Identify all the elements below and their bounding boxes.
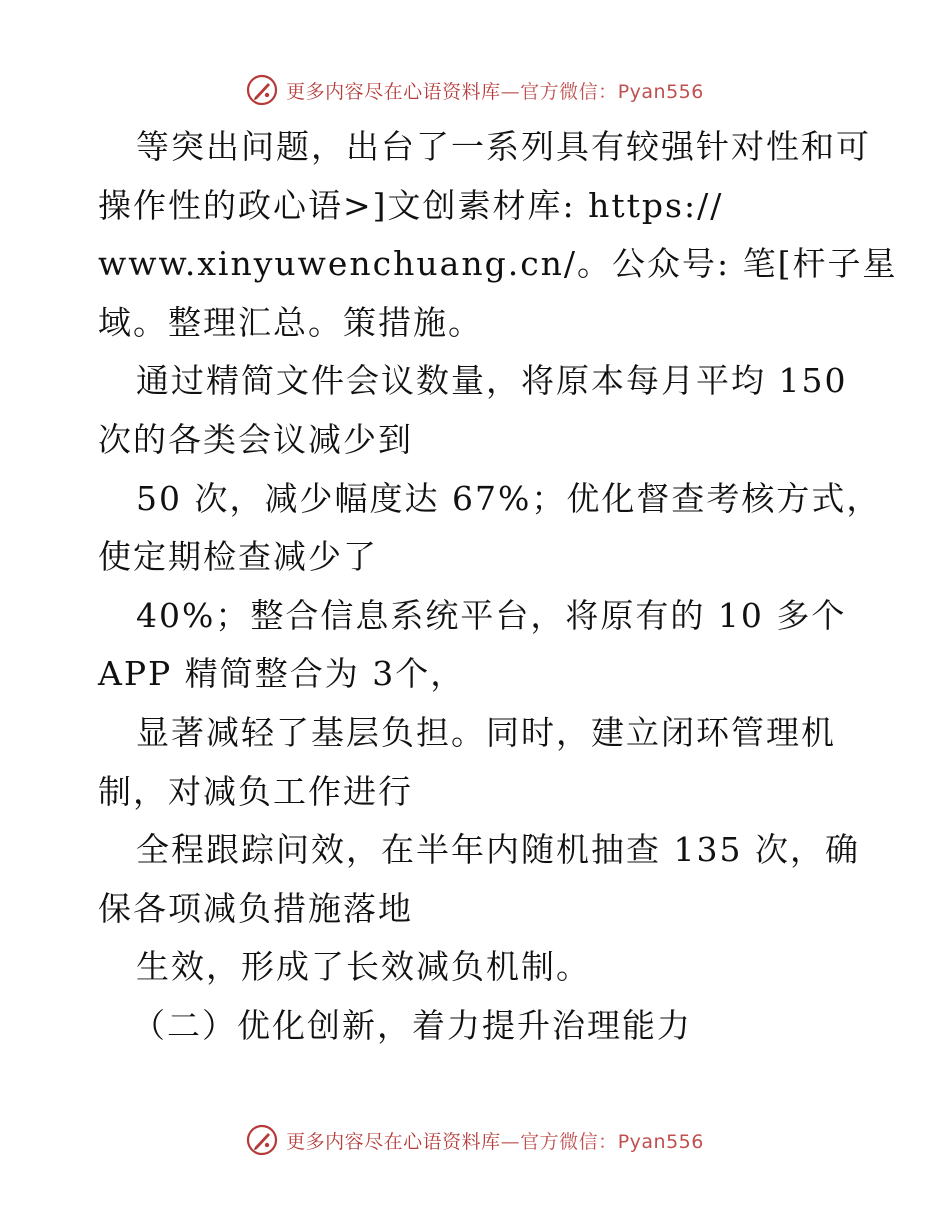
header-banner [0, 70, 950, 110]
banner-main-text: 更多内容尽在心语资料库 [286, 80, 501, 103]
banner-separator: — [500, 1130, 521, 1153]
body-line: 通过精简文件会议数量，将原本每月平均 150 [136, 361, 848, 401]
banner-wechat-label: 官方微信： [520, 80, 618, 103]
body-line: 50 次，减少幅度达 67%；优化督查考核方式， [136, 478, 882, 518]
body-line: 使定期检查减少了 [98, 537, 378, 577]
section-heading: （二）优化创新，着力提升治理能力 [132, 1005, 692, 1045]
banner-main-text: 更多内容尽在心语资料库 [286, 1130, 501, 1153]
body-line: 保各项减负措施落地 [98, 888, 413, 928]
document-body [98, 118, 898, 1056]
body-line: 全程跟踪问效，在半年内随机抽查 135 次，确 [136, 830, 860, 870]
body-line: 生效，形成了长效减负机制。 [136, 947, 591, 987]
body-line: 40%；整合信息系统平台，将原有的 10 多个 [136, 595, 847, 635]
banner-text [286, 77, 704, 104]
feather-pen-logo-icon [246, 1124, 278, 1156]
body-line: 次的各类会议减少到 [98, 419, 413, 459]
body-line: www.xinyuwenchuang.cn/。公众号: 笔[杆子星 [98, 244, 898, 284]
banner-wechat-label: 官方微信： [520, 1130, 618, 1153]
banner-wechat-id: Pyan556 [617, 1130, 704, 1153]
banner-wechat-id: Pyan556 [617, 80, 704, 103]
feather-pen-logo-icon [246, 74, 278, 106]
body-line: 域。整理汇总。策措施。 [98, 302, 483, 342]
body-line: 等突出问题，出台了一系列具有较强针对性和可 [136, 127, 871, 166]
body-line: 操作性的政心语>]文创素材库: https:// [98, 185, 724, 225]
banner-separator: — [500, 80, 521, 103]
footer-banner [0, 1120, 950, 1160]
body-line: APP 精简整合为 3个， [98, 654, 466, 694]
body-line: 制，对减负工作进行 [98, 771, 413, 811]
body-line: 显著减轻了基层负担。同时，建立闭环管理机 [136, 712, 836, 752]
banner-text [286, 1127, 704, 1154]
